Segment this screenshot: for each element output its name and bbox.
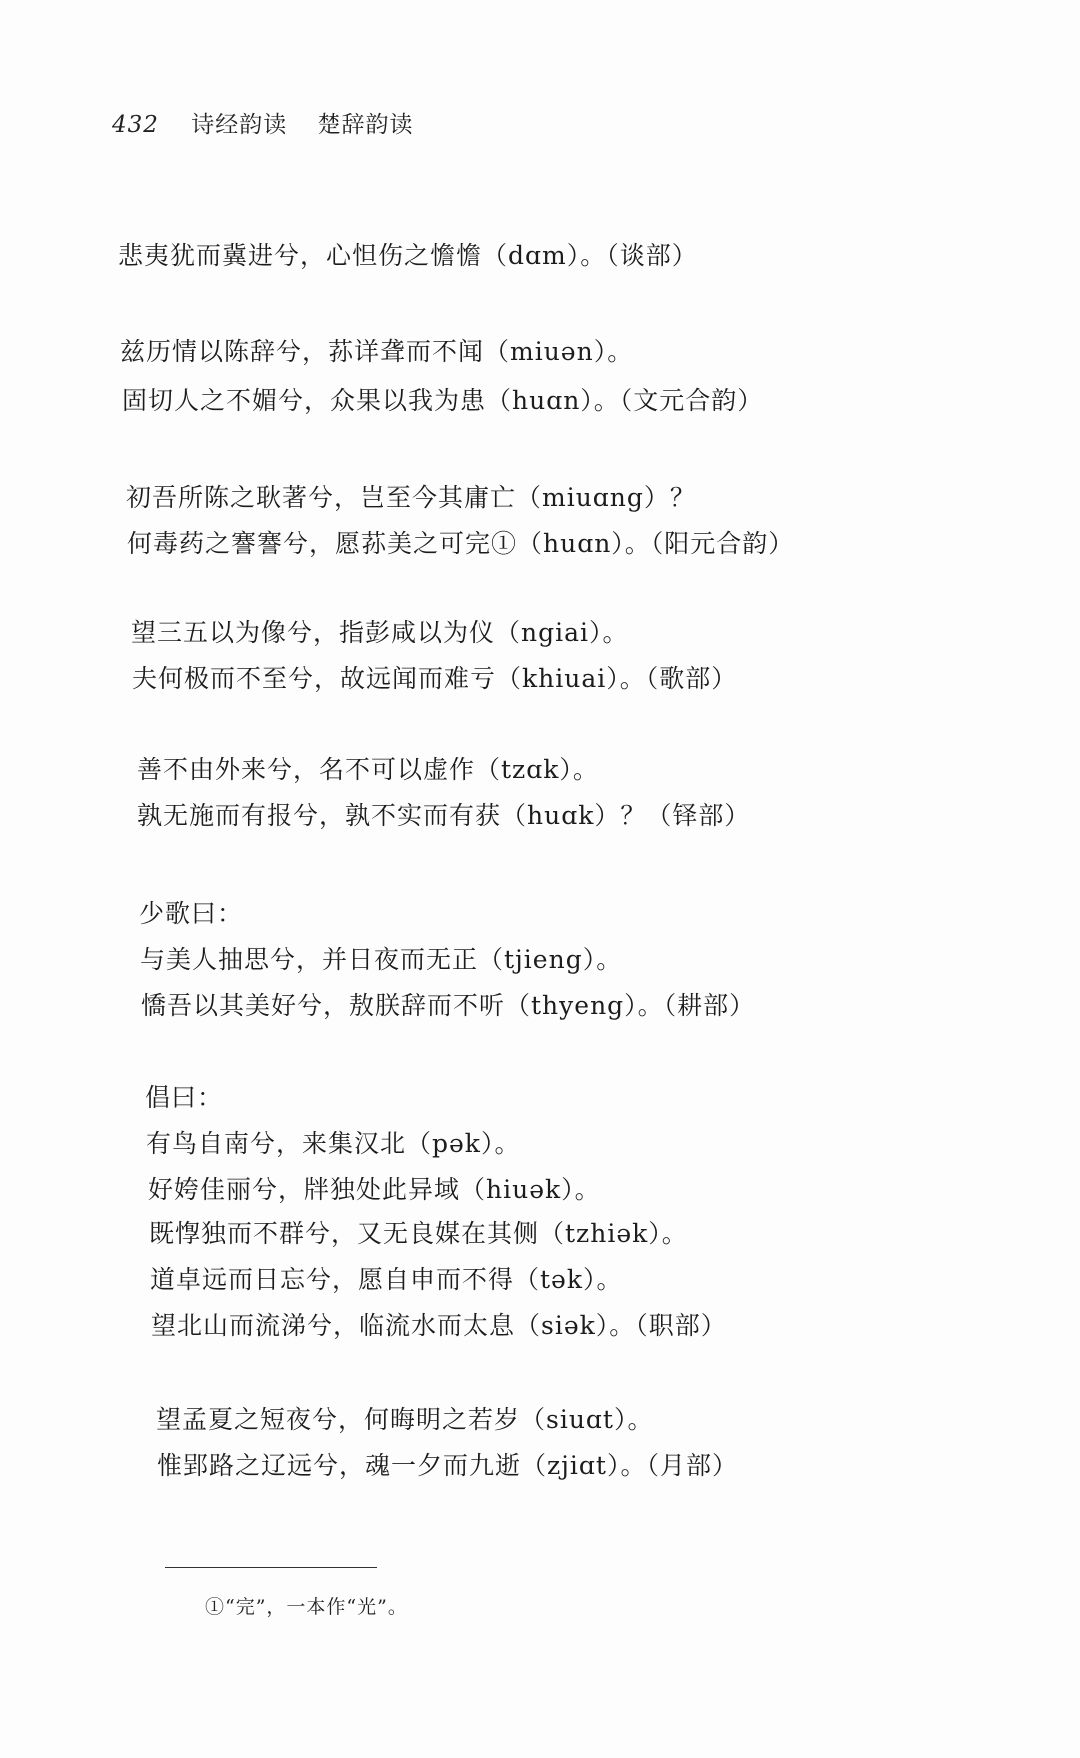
page-number: 432 (112, 112, 159, 138)
verse-line: 夫何极而不至兮，故远闻而难亏（khiuai）。（歌部） (132, 664, 738, 693)
verse-line: 望孟夏之短夜兮，何晦明之若岁（siuɑt）。 (156, 1405, 654, 1434)
verse-line: 望三五以为像兮，指彭咸以为仪（ngiai）。 (131, 618, 629, 647)
verse-line: 孰无施而有报兮，孰不实而有获（huɑk）？（铎部） (137, 801, 751, 830)
verse-line: 兹历情以陈辞兮，荪详聋而不闻（miuən）。 (120, 337, 634, 366)
footnote-divider (165, 1567, 377, 1568)
verse-line: 望北山而流涕兮，临流水而太息（siək）。（职部） (151, 1311, 727, 1340)
verse-line: 憍吾以其美好兮，敖朕辞而不听（thyeng）。（耕部） (141, 991, 756, 1020)
verse-line: 固切人之不媚兮，众果以我为患（huɑn）。（文元合韵） (122, 386, 764, 415)
book-title: 诗经韵读 (191, 112, 288, 138)
verse-line: 何毒药之謇謇兮，愿荪美之可完①（huɑn）。（阳元合韵） (127, 529, 795, 558)
verse-line: 好姱佳丽兮，牉独处此异域（hiuək）。 (148, 1175, 601, 1204)
verse-line: 初吾所陈之耿著兮，岂至今其庸亡（miuɑng）？ (126, 483, 696, 512)
verse-line: 善不由外来兮，名不可以虚作（tzɑk）。 (137, 755, 599, 784)
verse-line: 惟郢路之辽远兮，魂一夕而九逝（zjiɑt）。（月部） (157, 1451, 738, 1480)
footnote: ①“完”，一本作“光”。 (205, 1596, 408, 1618)
verse-line: 有鸟自南兮，来集汉北（pək）。 (146, 1129, 521, 1158)
section-heading: 倡曰： (145, 1083, 224, 1112)
section-heading: 少歌曰： (139, 899, 244, 928)
verse-line: 道卓远而日忘兮，愿自申而不得（tək）。 (150, 1265, 623, 1294)
running-head (112, 106, 414, 139)
verse-line: 悲夷犹而冀进兮，心怛伤之憺憺（dɑm）。（谈部） (118, 241, 698, 270)
verse-line: 与美人抽思兮，并日夜而无正（tjieng）。 (140, 945, 623, 974)
section-title: 楚辞韵读 (317, 112, 414, 138)
verse-line: 既惸独而不群兮，又无良媒在其侧（tzhiək）。 (149, 1219, 688, 1248)
